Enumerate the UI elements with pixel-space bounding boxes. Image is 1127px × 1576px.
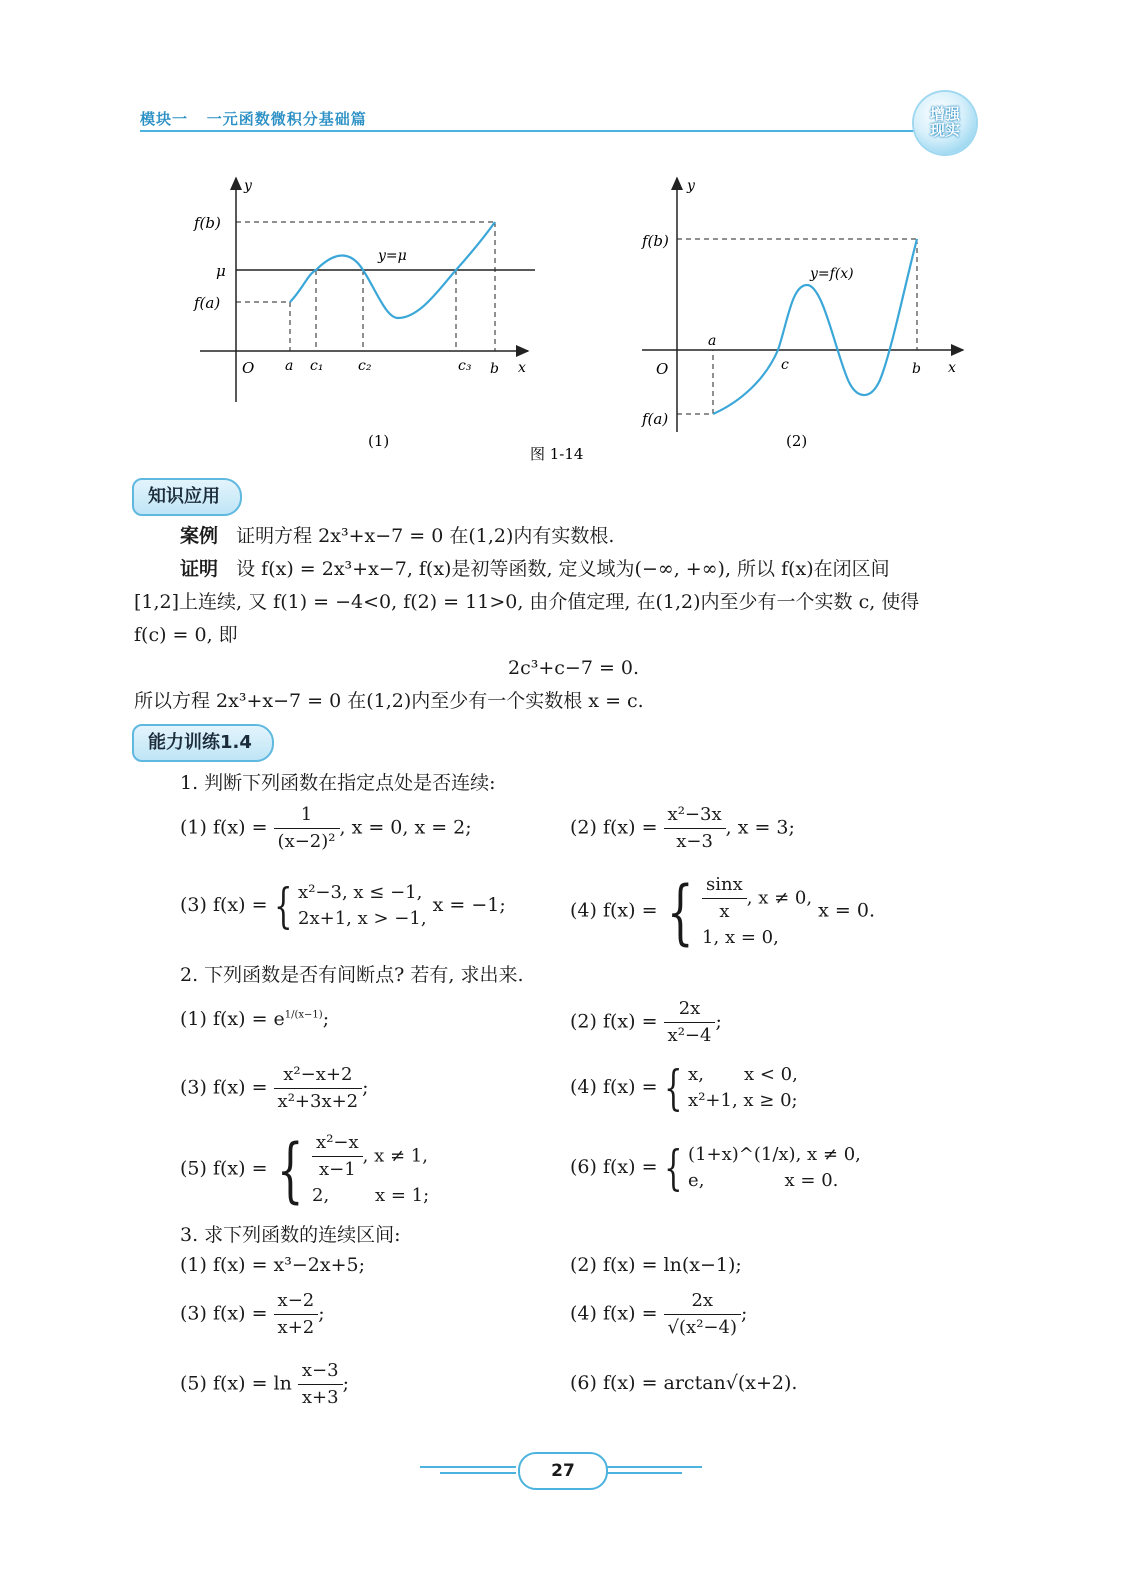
- section-knowledge-application: [132, 478, 242, 516]
- page-deco-line: [440, 1472, 516, 1474]
- question-3-title: 3. 求下列函数的连续区间:: [180, 1224, 401, 1246]
- q1-item-3: (3) f(x) = { x²−3, x ≤ −1, 2x+1, x > −1, x = −1;: [180, 878, 506, 934]
- a-label: a: [708, 333, 717, 349]
- header-rule: [140, 130, 915, 132]
- x-label: x: [948, 360, 956, 376]
- mu-label: μ: [216, 262, 226, 280]
- c2-label: c₂: [358, 358, 372, 374]
- figure-right: [641, 178, 963, 450]
- section-title: 知识应用: [148, 486, 220, 507]
- case-line: [180, 521, 614, 551]
- proof-line-3: f(c) = 0, 即: [134, 624, 238, 646]
- proof-equation: 2c³+c−7 = 0.: [508, 657, 640, 679]
- page-number: 27: [518, 1452, 608, 1490]
- mu-line-label: y=μ: [378, 248, 407, 264]
- q2-item-2: (2) f(x) = $\frac{2x}{\text{x²−4}}$ ;: [570, 998, 722, 1046]
- fa-label: f(a): [194, 294, 221, 312]
- q3-item-3: (3) f(x) = $\frac{x-2}{x+2}$ ;: [180, 1290, 325, 1338]
- section-ability-training: [132, 724, 274, 762]
- module-label: 模块一: [140, 110, 189, 128]
- fb-label: f(b): [194, 214, 221, 232]
- figure-left: [193, 178, 535, 450]
- c3-label: c₃: [458, 358, 472, 374]
- y-label: y: [687, 178, 695, 194]
- figure-1-14: [180, 170, 980, 470]
- subfig-2-label: (2): [786, 432, 808, 450]
- q3-item-5: (5) f(x) = ln $\frac{x-3}{x+3}$ ;: [180, 1360, 349, 1408]
- ar-badge-icon[interactable]: [914, 92, 976, 154]
- subfig-1-label: (1): [368, 432, 390, 450]
- c1-label: c₁: [310, 358, 324, 374]
- c-label: c: [781, 357, 789, 373]
- q1-item-1: (1) f(x) = $\frac{1}{\text{(x−2)²}}$ , x = 0, x = 2;: [180, 804, 472, 852]
- q2-item-4: (4) f(x) = { x, x < 0, x²+1, x ≥ 0;: [570, 1060, 798, 1116]
- page-deco-line: [420, 1466, 516, 1468]
- q3-item-6: (6) f(x) = arctan√(x+2).: [570, 1372, 798, 1394]
- case-text: 证明方程 2x³+x−7 = 0 在(1,2)内有实数根.: [236, 525, 615, 547]
- proof-conclusion: 所以方程 2x³+x−7 = 0 在(1,2)内至少有一个实数根 x = c.: [134, 690, 644, 712]
- page-deco-line: [606, 1466, 702, 1468]
- q3-item-2: (2) f(x) = ln(x−1);: [570, 1254, 742, 1276]
- a-label: a: [285, 358, 294, 374]
- proof-text-1: 设 f(x) = 2x³+x−7, f(x)是初等函数, 定义域为(−∞, +∞), 所以 f(x)在闭区间: [236, 558, 890, 580]
- q2-item-1: (1) $f(x) = e^{1/(x-1)}$;: [180, 1008, 330, 1030]
- q2-item-5: (5) f(x) = { $\frac{\text{x²−x}}{x-1}$ , x ≠ 1, 2, x = 1;: [180, 1128, 430, 1211]
- badge-text-2: 现实: [929, 121, 960, 139]
- q2-item-6: (6) f(x) = { (1+x)^(1/x), x ≠ 0, e, x = 0.: [570, 1140, 861, 1196]
- q3-item-1: (1) f(x) = x³−2x+5;: [180, 1254, 365, 1276]
- b-label: b: [912, 361, 921, 377]
- running-header: [140, 108, 367, 129]
- chapter-title: 一元函数微积分基础篇: [206, 110, 367, 128]
- q1-item-2: (2) f(x) = $\frac{\text{x²−3x}}{x-3}$ , x = 3;: [570, 804, 795, 852]
- fa-label: f(a): [642, 410, 669, 428]
- figure-caption: 图 1-14: [530, 445, 584, 463]
- q1-item-4: (4) f(x) = { $\frac{\sin x}{x}$ , x ≠ 0, 1, x = 0, x = 0.: [570, 870, 875, 953]
- case-label: 案例: [180, 525, 219, 547]
- fb-label: f(b): [642, 232, 669, 250]
- proof-label: 证明: [180, 558, 219, 580]
- badge-text-1: 增强: [929, 105, 960, 123]
- question-2-title: 2. 下列函数是否有间断点? 若有, 求出来.: [180, 964, 524, 986]
- proof-line-1: [180, 554, 890, 584]
- page-deco-line: [606, 1472, 682, 1474]
- q2-item-3: (3) f(x) = $\frac{\text{x²−x+2}}{\text{x²+3x+2}}$ ;: [180, 1064, 369, 1112]
- origin-label: O: [242, 359, 255, 377]
- proof-line-2: [1,2]上连续, 又 f(1) = −4<0, f(2) = 11>0, 由介值定理, 在(1,2)内至少有一个实数 c, 使得: [134, 591, 920, 613]
- q3-item-4: (4) f(x) = $\frac{2x}{\text{√(x²−4)}}$ ;: [570, 1290, 748, 1338]
- y-label: y: [244, 178, 252, 194]
- section-title: 能力训练1.4: [148, 732, 252, 753]
- origin-label: O: [656, 360, 669, 378]
- question-1-title: 1. 判断下列函数在指定点处是否连续:: [180, 772, 496, 794]
- curve-label: y=f(x): [810, 266, 854, 282]
- x-label: x: [518, 360, 526, 376]
- b-label: b: [490, 361, 499, 377]
